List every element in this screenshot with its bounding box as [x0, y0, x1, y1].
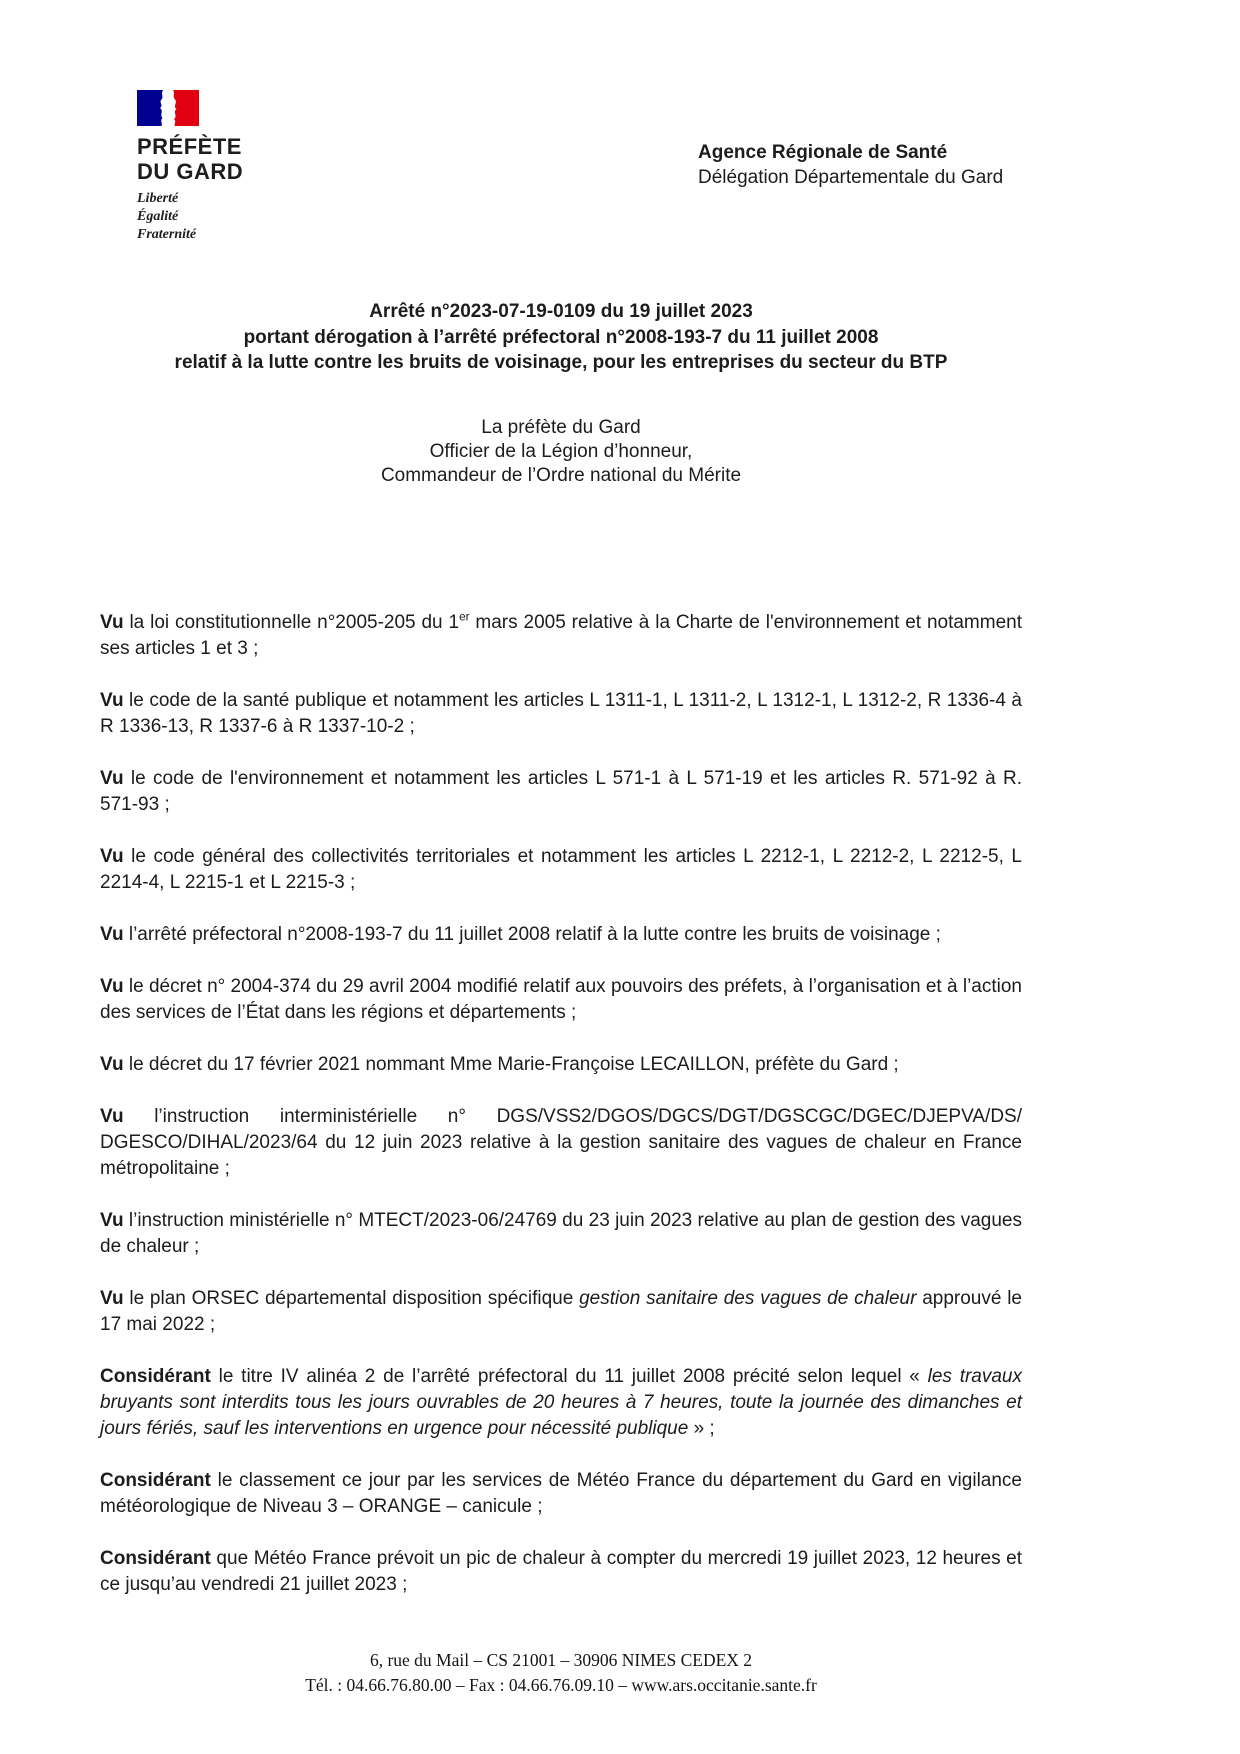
- paragraph: Considérant que Météo France prévoit un pic de chaleur à compter du mercredi 19 juillet 2023, 12 heures et ce jusqu’au vendredi 21 juillet 2023 ;: [100, 1548, 1022, 1595]
- paragraph: Considérant le titre IV alinéa 2 de l’arrêté préfectoral du 11 juillet 2008 précité selon lequel « les travaux bruyants sont interdits tous les jours ouvrables de 20 heures à 7 heures, toute la journée des dimanches et jours fériés, sauf les interventions en urgence pour nécessité publique » ;: [100, 1366, 1022, 1439]
- paragraph: Vu le décret n° 2004-374 du 29 avril 2004 modifié relatif aux pouvoirs des préfets, à l’organisation et à l’action des services de l’État dans les régions et départements ;: [100, 976, 1022, 1023]
- motto-egalite: Égalité: [137, 209, 179, 224]
- footer-address: 6, rue du Mail – CS 21001 – 30906 NIMES CEDEX 2: [369, 1650, 753, 1670]
- paragraph: Vu le code de l'environnement et notamment les articles L 571-1 à L 571-19 et les articles R. 571-92 à R. 571-93 ;: [100, 768, 1022, 815]
- paragraph: Vu la loi constitutionnelle n°2005-205 du 1er mars 2005 relative à la Charte de l'environnement et notamment ses articles 1 et 3 ;: [100, 610, 1022, 659]
- issuing-authority: [100, 416, 1022, 488]
- footer-contact: Tél. : 04.66.76.80.00 – Fax : 04.66.76.09.10 – www.ars.occitanie.sante.fr: [305, 1675, 817, 1695]
- prefecture-name: [137, 134, 243, 184]
- agency-name: Agence Régionale de Santé: [698, 142, 948, 163]
- prefecture-logo-block: [137, 90, 243, 244]
- document-title: [100, 299, 1022, 376]
- prefecture-name-line2: DU GARD: [137, 159, 244, 184]
- agency-block: [698, 140, 1138, 190]
- paragraph: Vu le code de la santé publique et notamment les articles L 1311-1, L 1311-2, L 1312-1, L 1312-2, R 1336-4 à R 1336-13, R 1337-6 à R 1337-10-2 ;: [100, 690, 1022, 737]
- title-line3: relatif à la lutte contre les bruits de voisinage, pour les entreprises du secteur du BTP: [174, 352, 948, 373]
- paragraph: Vu l’arrêté préfectoral n°2008-193-7 du 11 juillet 2008 relatif à la lutte contre les bruits de voisinage ;: [100, 924, 941, 945]
- paragraph: Vu le décret du 17 février 2021 nommant Mme Marie-Françoise LECAILLON, préfète du Gard ;: [100, 1054, 899, 1075]
- authority-line3: Commandeur de l’Ordre national du Mérite: [380, 465, 742, 486]
- paragraph: Considérant le classement ce jour par les services de Météo France du département du Gard en vigilance météorologique de Niveau 3 – ORANGE – canicule ;: [100, 1470, 1022, 1517]
- footer: [100, 1648, 1022, 1698]
- authority-line1: La préfète du Gard: [481, 417, 641, 438]
- body-paragraphs: [100, 610, 1022, 1624]
- motto-fraternite: Fraternité: [137, 227, 197, 242]
- authority-line2: Officier de la Légion d’honneur,: [429, 441, 693, 462]
- agency-delegation: Délégation Départementale du Gard: [698, 167, 1004, 188]
- paragraph: Vu le code général des collectivités territoriales et notamment les articles L 2212-1, L 2212-2, L 2212-5, L 2214-4, L 2215-1 et L 2215-3 ;: [100, 846, 1022, 893]
- paragraph: Vu l’instruction ministérielle n° MTECT/2023-06/24769 du 23 juin 2023 relative au plan de gestion des vagues de chaleur ;: [100, 1210, 1022, 1257]
- motto-liberte: Liberté: [137, 191, 179, 206]
- paragraph: Vu l’instruction interministérielle n° DGS/VSS2/DGOS/DGCS/DGT/DGSCGC/DGEC/DJEPVA/DS/DGESCO/DIHAL/2023/64 du 12 juin 2023 relative à la gestion sanitaire des vagues de chaleur en France métropolitaine ;: [100, 1106, 1022, 1179]
- title-line2: portant dérogation à l’arrêté préfectoral n°2008-193-7 du 11 juillet 2008: [243, 326, 879, 348]
- french-flag-marianne-icon: [137, 90, 199, 126]
- republic-motto: [137, 190, 243, 244]
- paragraph: Vu le plan ORSEC départemental disposition spécifique gestion sanitaire des vagues de chaleur approuvé le 17 mai 2022 ;: [100, 1288, 1022, 1335]
- prefecture-name-line1: PRÉFÈTE: [137, 134, 242, 159]
- title-line1: Arrêté n°2023-07-19-0109 du 19 juillet 2023: [369, 301, 753, 322]
